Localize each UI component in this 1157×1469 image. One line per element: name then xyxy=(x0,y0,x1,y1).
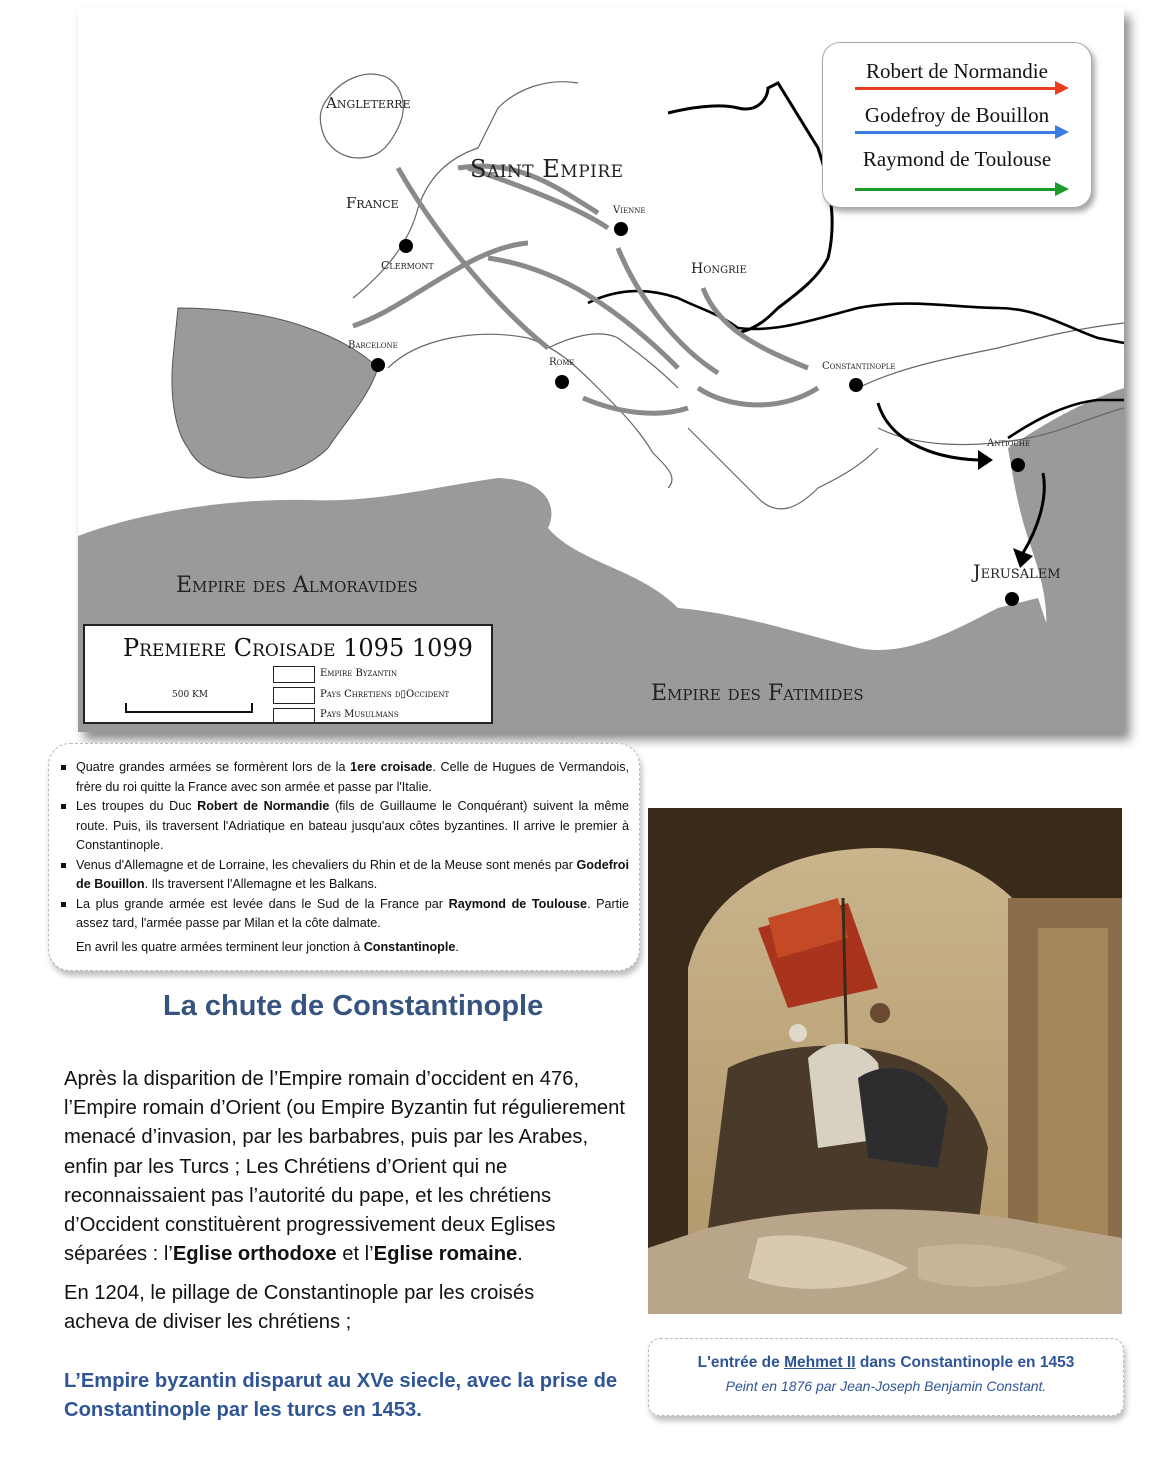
label-barcelone: Barcelone xyxy=(348,340,398,351)
label-rome: Rome xyxy=(549,357,575,368)
label-antioche: Antioche xyxy=(987,438,1031,449)
list-item: Venus d'Allemagne et de Lorraine, les chevaliers du Rhin et de la Meuse sont menés par Godefroi de Bouillon. Ils traversent l'Allemagne et les Balkans. xyxy=(74,856,629,895)
section-title: La chute de Constantinople xyxy=(163,990,544,1022)
map-cartouche xyxy=(83,624,493,724)
label-saint-empire: Saint Empire xyxy=(470,155,624,183)
route-5 xyxy=(353,243,528,326)
label-vienne: Vienne xyxy=(613,205,646,216)
route-8 xyxy=(583,398,688,413)
city-barcelone xyxy=(371,358,385,372)
cartouche-label-byzantin: Empire Byzantin xyxy=(320,668,398,679)
crusade-armies-box xyxy=(48,743,640,971)
label-jerusalem: Jerusalem xyxy=(973,561,1061,583)
arrow-antioch xyxy=(978,450,993,470)
city-antioche xyxy=(1011,458,1025,472)
painting-caption xyxy=(648,1338,1124,1416)
legend-label-godefroy: Godefroy de Bouillon xyxy=(864,103,1050,127)
legend-arrow-robert xyxy=(855,87,1065,90)
city-rome xyxy=(555,375,569,389)
label-angleterre: Angleterre xyxy=(326,94,411,112)
city-constantinople xyxy=(849,378,863,392)
border-line-east xyxy=(588,291,1124,343)
legend-arrow-godefroy xyxy=(855,131,1065,134)
conclusion-text: L’Empire byzantin disparut au XVe siecle, avec la prise de Constantinople par les turcs en 1453. xyxy=(64,1370,618,1421)
label-hongrie: Hongrie xyxy=(691,261,747,277)
label-fatimides: Empire des Fatimides xyxy=(651,681,864,706)
route-6 xyxy=(488,258,678,368)
cartouche-title: Premiere Croisade 1095 1099 xyxy=(123,634,473,662)
paragraph-pillage-1204: En 1204, le pillage de Constantinople par les croisés acheva de diviser les chrétiens ; xyxy=(64,1282,535,1334)
caption-title: L'entrée de Mehmet II dans Constantinople en 1453 xyxy=(697,1354,1075,1371)
armies-list xyxy=(74,758,629,934)
list-item: Les troupes du Duc Robert de Normandie (fils de Guillaume le Conquérant) suivent la même route. Puis, ils traversent l'Adriatique en bateau jusqu'aux côtes byzantines. Il arrive le premier à Constantinople. xyxy=(74,797,629,856)
city-clermont xyxy=(399,239,413,253)
border-line-north xyxy=(668,83,832,333)
iberia-muslim xyxy=(172,308,378,478)
painting-mehmet-entry xyxy=(648,808,1122,1314)
scale-bar xyxy=(125,701,255,715)
list-item: Quatre grandes armées se formèrent lors de la 1ere croisade. Celle de Hugues de Vermandois, frère du roi quitte la France avec son armée et passe par l'Italie. xyxy=(74,758,629,797)
city-jerusalem xyxy=(1005,592,1019,606)
paragraph-byzantine-history: Après la disparition de l’Empire romain d’occident en 476, l’Empire romain d’Orient (ou Empire Byzantin fut régulierement menacé d’invasion, par les barbabres, puis par les Arabes, enfin par les Turcs ; Les Chrétiens d’Orient qui ne reconnaissaient pas l’autorité du pape, et les chrétiens d’Occident constituèrent progressivement deux Eglises séparées : l’Eglise orthodoxe et l’Eglise romaine. xyxy=(64,1068,625,1266)
caption-credit: Peint en 1876 par Jean-Joseph Benjamin Constant. xyxy=(725,1378,1047,1394)
label-france: France xyxy=(346,194,399,212)
cartouche-swatch-chretiens xyxy=(273,687,315,704)
legend-arrow-raymond xyxy=(855,188,1065,191)
cartouche-swatch-musulmans xyxy=(273,708,315,723)
cartouche-label-chretiens: Pays Chretiens d▯Occident xyxy=(320,689,450,700)
junction-note: En avril les quatre armées terminent leur jonction à Constantinople. xyxy=(76,940,459,954)
legend-label-robert: Robert de Normandie xyxy=(866,59,1048,83)
city-vienne xyxy=(614,222,628,236)
label-clermont: Clermont xyxy=(381,259,434,272)
scale-label: 500 KM xyxy=(172,690,208,700)
label-constantinople: Constantinople xyxy=(822,361,896,372)
map-legend xyxy=(822,42,1092,208)
crusade-map xyxy=(78,8,1124,732)
cartouche-label-musulmans: Pays Musulmans xyxy=(320,709,399,720)
cartouche-swatch-byzantin xyxy=(273,666,315,683)
list-item: La plus grande armée est levée dans le Sud de la France par Raymond de Toulouse. Partie assez tard, l'armée passe par Milan et la côte dalmate. xyxy=(74,895,629,934)
legend-label-raymond: Raymond de Toulouse xyxy=(862,147,1052,171)
label-almoravides: Empire des Almoravides xyxy=(176,573,418,598)
route-9 xyxy=(698,388,818,405)
route-to-antioch xyxy=(878,403,978,460)
